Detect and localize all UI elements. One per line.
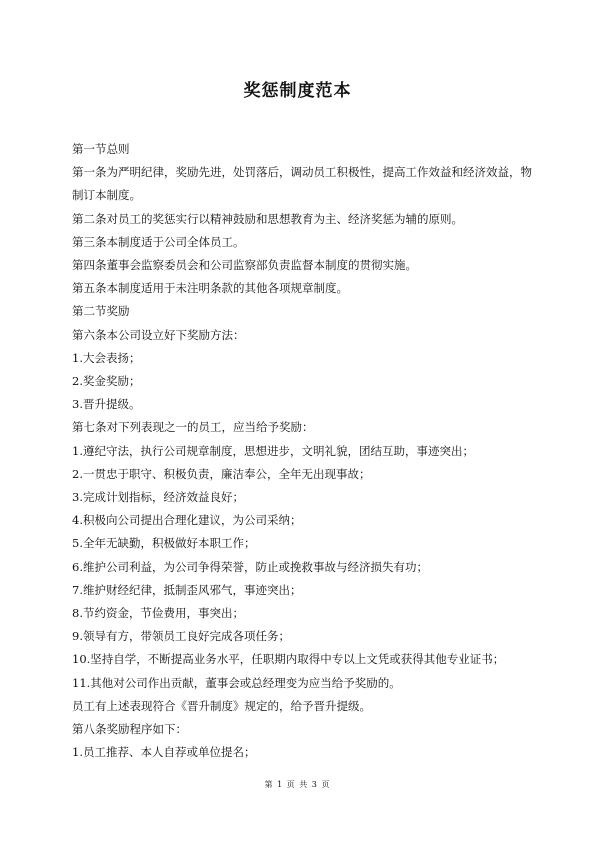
paragraph: 3.晋升提级。 xyxy=(72,397,141,412)
paragraph: 5.全年无缺勤，积极做好本职工作； xyxy=(72,536,256,551)
paragraph: 7.维护财经纪律，抵制歪风邪气，事迹突出； xyxy=(72,582,302,597)
paragraph: 11.其他对公司作出贡献，董事会或总经理变为应当给予奖励的。 xyxy=(72,675,401,690)
paragraph: 第八条奖励程序如下： xyxy=(72,722,187,737)
paragraph: 4.积极向公司提出合理化建议，为公司采纳； xyxy=(72,513,302,528)
paragraph: 9.领导有方，带领员工良好完成各项任务； xyxy=(72,629,290,644)
paragraph: 第六条本公司设立好下奖励方法： xyxy=(72,327,245,342)
paragraph: 1.员工推荐、本人自荐或单位提名； xyxy=(72,745,256,760)
page-footer: 第 1 页 共 3 页 xyxy=(264,780,331,789)
paragraph: 第二节奖励 xyxy=(72,304,130,319)
paragraph: 2.奖金奖励； xyxy=(72,374,141,389)
document-title: 奖惩制度范本 xyxy=(243,81,352,101)
paragraph: 2.一贯忠于职守、积极负责，廉洁奉公，全年无出现事故； xyxy=(72,466,371,481)
paragraph: 1.大会表扬； xyxy=(72,350,141,365)
paragraph: 第一条为严明纪律，奖励先进，处罚落后，调动员工积极性，提高工作效益和经济效益，物制订本制度。 xyxy=(72,165,532,203)
paragraph: 第七条对下列表现之一的员工，应当给予奖励： xyxy=(72,420,314,435)
document-body xyxy=(72,138,535,764)
paragraph: 第四条董事会监察委员会和公司监察部负责监督本制度的贯彻实施。 xyxy=(72,258,417,273)
paragraph: 员工有上述表现符合《晋升制度》规定的，给予晋升提级。 xyxy=(72,698,371,713)
paragraph: 1.遵纪守法，执行公司规章制度，思想进步，文明礼貌，团结互助，事迹突出； xyxy=(72,443,474,458)
paragraph: 3.完成计划指标，经济效益良好； xyxy=(72,490,244,505)
paragraph: 第五条本制度适用于未注明条款的其他各项规章制度。 xyxy=(72,281,348,296)
paragraph: 10.坚持自学，不断提高业务水平，任职期内取得中专以上文凭或获得其他专业证书； xyxy=(72,652,505,667)
paragraph: 第一节总则 xyxy=(72,142,130,156)
paragraph: 第二条对员工的奖惩实行以精神鼓励和思想教育为主、经济奖惩为辅的原则。 xyxy=(72,211,463,226)
paragraph: 6.维护公司利益，为公司争得荣誉，防止或挽救事故与经济损失有功； xyxy=(72,559,428,574)
paragraph: 第三条本制度适于公司全体员工。 xyxy=(72,234,245,249)
paragraph: 8.节约资金，节俭费用，事突出； xyxy=(72,606,244,621)
